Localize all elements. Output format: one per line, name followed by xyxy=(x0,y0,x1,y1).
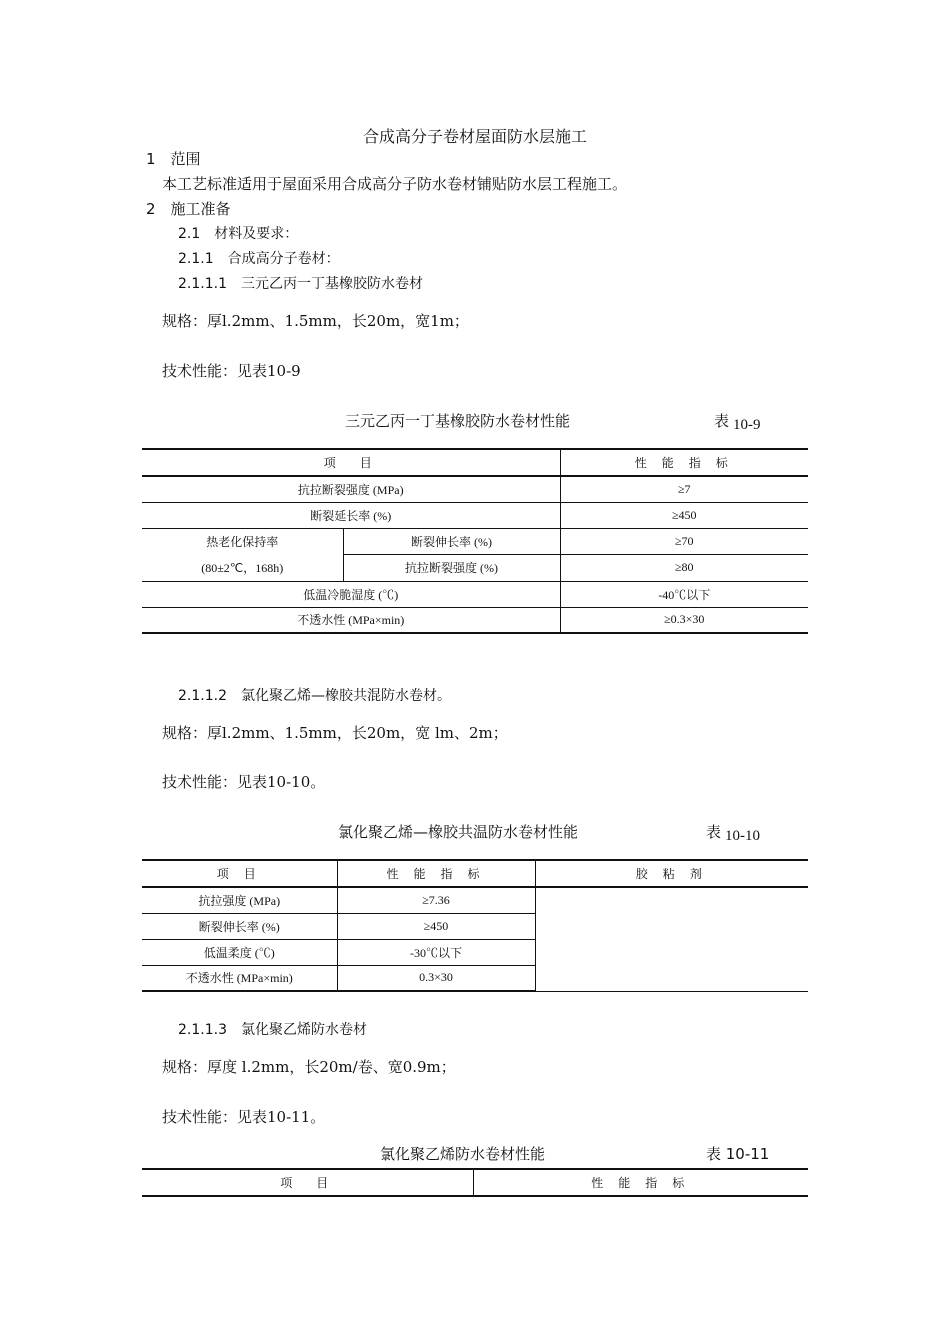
table-header-row xyxy=(142,860,808,887)
section-1-text: 本工艺标准适用于屋面采用合成高分子防水卷材铺贴防水层工程施工。 xyxy=(162,175,628,193)
table-header-row xyxy=(142,1169,808,1196)
table-2-number: 10-10 xyxy=(725,828,760,844)
performance-paragraph-2: 技术性能：见表10-10。 xyxy=(162,773,326,791)
performance-paragraph-1: 技术性能：见表10-9 xyxy=(162,362,301,380)
cell-item: 低温柔度 (℃) xyxy=(142,939,337,965)
cell-item: 低温冷脆湿度 (℃) xyxy=(142,581,560,607)
table-row xyxy=(142,502,808,528)
cell-item: 抗拉断裂强度 (MPa) xyxy=(142,476,560,502)
table-2 xyxy=(142,859,808,992)
group-label-line-2: (80±2℃，168h) xyxy=(201,560,284,575)
table-3 xyxy=(142,1168,808,1197)
group-label-line-1: 热老化保持率 xyxy=(206,534,279,549)
section-2-heading: 2 施工准备 xyxy=(146,200,231,218)
table-row xyxy=(142,581,808,607)
cell-value: ≥70 xyxy=(560,528,808,555)
cell-value: ≥80 xyxy=(560,555,808,582)
spec-paragraph-2: 规格：厚l.2mm、1.5mm，长20m，宽 lm、2m； xyxy=(162,724,508,742)
subsection-2-1-1-1: 2.1.1.1 三元乙丙一丁基橡胶防水卷材 xyxy=(178,276,423,292)
cell-item: 不透水性 (MPa×min) xyxy=(142,607,560,633)
cell-item: 断裂伸长率 (%) xyxy=(142,913,337,939)
header-performance: 性 能 指 标 xyxy=(473,1169,808,1196)
cell-value: -30℃以下 xyxy=(337,939,535,965)
header-adhesive: 胶 粘 剂 xyxy=(535,860,808,887)
header-performance: 性 能 指 标 xyxy=(337,860,535,887)
table-1-number: 10-9 xyxy=(733,417,761,433)
subsection-2-1-1: 2.1.1 合成高分子卷材： xyxy=(178,251,340,267)
cell-item: 断裂延长率 (%) xyxy=(142,502,560,528)
cell-item: 不透水性 (MPa×min) xyxy=(142,965,337,991)
table-1 xyxy=(142,448,808,634)
cell-group-label xyxy=(142,528,343,581)
subsection-2-1: 2.1 材料及要求： xyxy=(178,226,299,242)
subsection-2-1-1-2: 2.1.1.2 氯化聚乙烯—橡胶共混防水卷材。 xyxy=(178,688,451,704)
table-3-label: 表 10-11 xyxy=(706,1145,770,1163)
performance-paragraph-3: 技术性能：见表10-11。 xyxy=(162,1108,326,1126)
header-item: 项 目 xyxy=(142,449,560,476)
table-2-label: 表 xyxy=(706,823,722,841)
cell-value: 0.3×30 xyxy=(337,965,535,991)
subsection-2-1-1-3: 2.1.1.3 氯化聚乙烯防水卷材 xyxy=(178,1022,367,1038)
header-performance: 性 能 指 标 xyxy=(560,449,808,476)
spec-paragraph-1: 规格：厚l.2mm、1.5mm，长20m，宽1m； xyxy=(162,312,469,330)
table-header-row xyxy=(142,449,808,476)
table-row xyxy=(142,887,808,913)
document-title: 合成高分子卷材屋面防水层施工 xyxy=(362,127,587,146)
header-item: 项 目 xyxy=(142,860,337,887)
table-1-label: 表 xyxy=(714,412,730,430)
header-item: 项 目 xyxy=(142,1169,473,1196)
cell-value: ≥450 xyxy=(560,502,808,528)
table-1-caption: 三元乙丙一丁基橡胶防水卷材性能 xyxy=(345,412,571,430)
table-row xyxy=(142,476,808,502)
cell-value: ≥7 xyxy=(560,476,808,502)
cell-item: 抗拉强度 (MPa) xyxy=(142,887,337,913)
table-row xyxy=(142,607,808,633)
cell-value: ≥7.36 xyxy=(337,887,535,913)
cell-value: -40℃以下 xyxy=(560,581,808,607)
section-1-heading: 1 范围 xyxy=(146,150,201,168)
cell-adhesive xyxy=(535,887,808,991)
cell-subitem: 断裂伸长率 (%) xyxy=(343,528,560,555)
spec-paragraph-3: 规格：厚度 l.2mm，长20m/卷、宽0.9m； xyxy=(162,1058,456,1076)
cell-value: ≥450 xyxy=(337,913,535,939)
cell-subitem: 抗拉断裂强度 (%) xyxy=(343,555,560,582)
table-2-caption: 氯化聚乙烯—橡胶共温防水卷材性能 xyxy=(338,823,579,841)
cell-value: ≥0.3×30 xyxy=(560,607,808,633)
table-row xyxy=(142,528,808,555)
table-3-caption: 氯化聚乙烯防水卷材性能 xyxy=(380,1145,546,1163)
